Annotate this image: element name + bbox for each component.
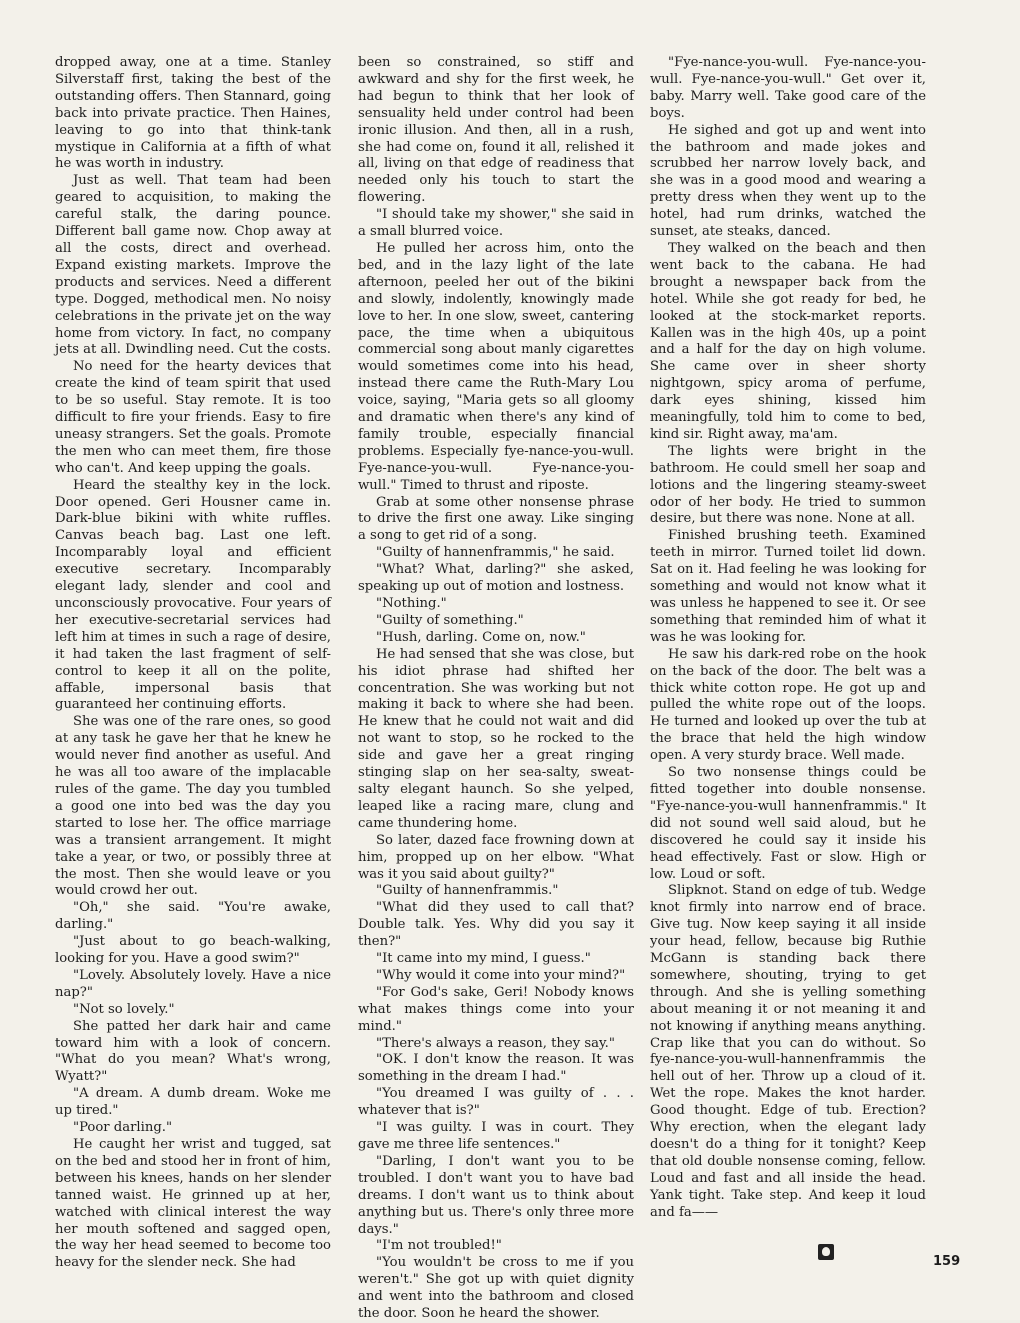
paragraph: "What did they used to call that? Double talk. Yes. Why did you say it then?" xyxy=(358,900,634,950)
paragraph: "Guilty of hannenframmis." xyxy=(376,883,559,899)
rabbit-logo-icon xyxy=(818,1244,834,1260)
text-column-2 xyxy=(358,55,634,1323)
paragraph: Heard the stealthy key in the lock. Door opened. Geri Housner came in. Dark-blue bikini with white ruffles. Canvas beach bag. Last one left. Incomparably loyal and efficient executive secretary. Incomparably elegant lady, slender and cool and unconsciously provocative. Four years of her executive-secretarial services had left him at times in such a rage of desire, it had taken the last fragment of self-control to keep it all on the polite, affable, impersonal basis that guaranteed her continuing efforts. xyxy=(55,477,331,713)
paragraph: "There's always a reason, they say." xyxy=(376,1035,615,1051)
paragraph: "Lovely. Absolutely lovely. Have a nice nap?" xyxy=(55,967,331,1000)
paragraph: "OK. I don't know the reason. It was something in the dream I had." xyxy=(358,1052,634,1085)
paragraph: "Fye-nance-you-wull. Fye-nance-you-wull. Fye-nance-you-wull." Get over it, baby. Marry well. Take good care of the boys. xyxy=(650,55,926,121)
paragraph: So two nonsense things could be fitted together into double nonsense. "Fye-nance-you-wull hannenframmis." It did not sound well said aloud, but he discovered he could say it inside his head effectively. Fast or slow. High or low. Loud or soft. xyxy=(650,765,926,882)
paragraph: "Why would it come into your mind?" xyxy=(376,967,626,983)
paragraph: Slipknot. Stand on edge of tub. Wedge knot firmly into narrow end of brace. Give tug. Now keep saying it all inside your head, fellow, because big Ruthie McGann is standing back there somewhere, shouting, trying to get through. And she is yelling something about meaning it or not meaning it and not knowing if anything means anything. Crap like that you can do without. So fye-nance-you-wull-hannenframmis the hell out of her. Throw up a cloud of it. Wet the rope. Makes the knot harder. Good thought. Edge of tub. Erection? Why erection, when the elegant lady doesn't do a thing for it tonight? Keep that old double nonsense coming, fellow. Loud and fast and all inside the head. Yank tight. Take step. And keep it loud and fa—— xyxy=(650,883,926,1220)
text-column-1 xyxy=(55,55,331,1272)
paragraph: He saw his dark-red robe on the hook on the back of the door. The belt was a thick white cotton rope. He got up and pulled the white rope out of the loops. He turned and looked up over the tub at the brace that held the high window open. A very sturdy brace. Well made. xyxy=(650,646,926,764)
paragraph: "You dreamed I was guilty of . . . whatever that is?" xyxy=(358,1086,634,1119)
paragraph: "I'm not troubled!" xyxy=(376,1238,502,1254)
paragraph: He pulled her across him, onto the bed, and in the lazy light of the late afternoon, peeled her out of the bikini and slowly, indolently, knowingly made love to her. In one slow, sweet, cantering pace, the time when a ubiquitous commercial song about manly cigarettes would sometimes come into his head, instead there came the Ruth-Mary Lou voice, saying, "Maria gets so all gloomy and dramatic when there's any kind of family trouble, especially financial problems. Especially fye-nance-you-wull. Fye-nance-you-wull. Fye-nance-you-wull." Timed to thrust and riposte. xyxy=(358,240,634,493)
paragraph: "For God's sake, Geri! Nobody knows what makes things come into your mind." xyxy=(358,984,634,1034)
paragraph: Just as well. That team had been geared to acquisition, to making the careful stalk, the daring pounce. Different ball game now. Chop away at all the costs, direct and overhead. Expand existing markets. Improve the products and services. Need a different type. Dogged, methodical men. No noisy celebrations in the private jet on the way home from victory. In fact, no company jets at all. Dwindling need. Cut the costs. xyxy=(55,173,331,358)
paragraph: He had sensed that she was close, but his idiot phrase had shifted her concentration. She was working but not making it back to where she had been. He knew that he could not wait and did not want to stop, so he rocked to the side and gave her a great ringing stinging slap on her sea-salty, sweat-salty elegant haunch. So she yelped, leaped like a racing mare, clung and came thundering home. xyxy=(358,646,634,831)
paragraph: "Guilty of hannenframmis," he said. xyxy=(376,545,615,561)
paragraph: "Guilty of something." xyxy=(376,612,524,628)
paragraph: "You wouldn't be cross to me if you weren't." She got up with quiet dignity and went into the bathroom and closed the door. Soon he heard the shower. xyxy=(358,1255,634,1322)
paragraph: She was one of the rare ones, so good at any task he gave her that he knew he would never find another as useful. And he was all too aware of the implacable rules of the game. The day you tumbled a good one into bed was the day you started to lose her. The office marriage was a transient arrangement. It might take a year, or two, or possibly three at the most. Then she would leave or you would crowd her out. xyxy=(55,714,331,899)
paragraph: Finished brushing teeth. Examined teeth in mirror. Turned toilet lid down. Sat on it. Had feeling he was looking for something and would not know what it was unless he happened to see it. Or see something that reminded him of what it was he was looking for. xyxy=(650,528,926,645)
paragraph: "Darling, I don't want you to be troubled. I don't want you to have bad dreams. I don't want us to think about anything but us. There's only three more days." xyxy=(358,1153,634,1237)
paragraph: He sighed and got up and went into the bathroom and made jokes and scrubbed her narrow lovely back, and she was in a good mood and wearing a pretty dress when they went up to the hotel, had rum drinks, watched the sunset, ate steaks, danced. xyxy=(650,122,926,240)
paragraph: been so constrained, so stiff and awkward and shy for the first week, he had begun to think that her look of sensuality held under control had been ironic illusion. And then, all in a rush, she had come on, found it all, relished it all, living on that edge of readiness that needed only his touch to start the flowering. xyxy=(358,55,634,206)
paragraph: He caught her wrist and tugged, sat on the bed and stood her in front of him, between his knees, hands on her slender tanned waist. He grinned up at her, watched with clinical interest the way her mouth softened and sagged open, the way her head seemed to become too heavy for the slender neck. She had xyxy=(55,1137,331,1271)
paragraph: "Poor darling." xyxy=(73,1120,173,1136)
paragraph: No need for the hearty devices that create the kind of team spirit that used to be so useful. Stay remote. It is too difficult to fire your friends. Easy to fire uneasy strangers. Set the goals. Promote the men who can meet them, fire those who can't. And keep upping the goals. xyxy=(55,359,331,476)
paragraph: They walked on the beach and then went back to the cabana. He had brought a newspaper back from the hotel. While she got ready for bed, he looked at the stock-market reports. Kallen was in the high 40s, up a point and a half for the day on high volume. She came over in sheer shorty nightgown, spicy aroma of perfume, dark eyes shining, kissed him meaningfully, told him to come to bed, kind sir. Right away, ma'am. xyxy=(650,240,926,442)
paragraph: "Just about to go beach-walking, looking for you. Have a good swim?" xyxy=(55,934,331,967)
paragraph: "It came into my mind, I guess." xyxy=(376,951,591,967)
paragraph: "I was guilty. I was in court. They gave me three life sentences." xyxy=(358,1120,634,1152)
paragraph: "Nothing." xyxy=(376,596,447,611)
paragraph: She patted her dark hair and came toward him with a look of concern. "What do you mean? What's wrong, Wyatt?" xyxy=(55,1018,331,1085)
text-column-3 xyxy=(650,55,926,1222)
paragraph: "Oh," she said. "You're awake, darling." xyxy=(55,900,331,933)
paragraph: "Hush, darling. Come on, now." xyxy=(376,629,586,645)
paragraph: "I should take my shower," she said in a small blurred voice. xyxy=(358,207,634,240)
paragraph: So later, dazed face frowning down at him, propped up on her elbow. "What was it you said about guilty?" xyxy=(358,832,634,882)
paragraph: "A dream. A dumb dream. Woke me up tired." xyxy=(55,1086,331,1119)
paragraph: dropped away, one at a time. Stanley Silverstaff first, taking the best of the outstanding offers. Then Stannard, going back into private practice. Then Haines, leaving to go into that think-tank mystique in California at a fifth of what he was worth in industry. xyxy=(55,55,331,172)
paragraph: "Not so lovely." xyxy=(73,1001,175,1017)
paragraph: Grab at some other nonsense phrase to drive the first one away. Like singing a song to get rid of a song. xyxy=(358,494,634,544)
paragraph: "What? What, darling?" she asked, speaking up out of motion and lostness. xyxy=(358,562,634,595)
page-number: 159 xyxy=(933,1254,961,1269)
paragraph: The lights were bright in the bathroom. He could smell her soap and lotions and the lingering steamy-sweet odor of her body. He tried to summon desire, but there was none. None at all. xyxy=(650,443,926,527)
